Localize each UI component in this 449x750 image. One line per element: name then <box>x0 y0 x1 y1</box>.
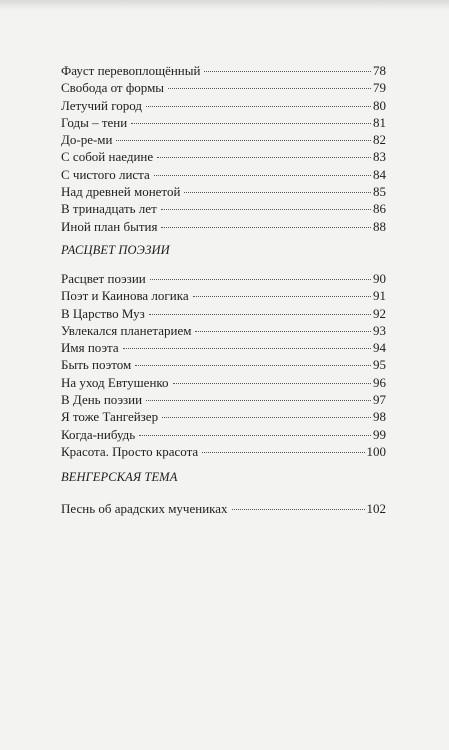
toc-leader-dots <box>168 87 371 89</box>
toc-entry-title: Поэт и Каинова логика <box>61 288 189 304</box>
toc-entry <box>61 408 386 425</box>
toc-leader-dots <box>184 191 371 193</box>
toc-entry <box>61 148 386 165</box>
toc-entry <box>61 305 386 322</box>
toc-group-1 <box>61 62 386 235</box>
toc-entry-title: С чистого листа <box>61 166 150 182</box>
toc-entry-title: В тринадцать лет <box>61 201 157 217</box>
toc-entry-page: 88 <box>373 218 386 234</box>
toc-entry-title: Имя поэта <box>61 340 119 356</box>
toc-entry-title: Красота. Просто красота <box>61 443 199 459</box>
toc-leader-dots <box>135 364 371 366</box>
toc-entry-title: В День поэзии <box>61 392 143 408</box>
toc-entry-title: Быть поэтом <box>61 357 132 373</box>
toc-entry <box>61 339 386 356</box>
toc-entry-page: 97 <box>373 392 386 408</box>
toc-leader-dots <box>232 508 365 510</box>
toc-entry-title: Годы – тени <box>61 114 128 130</box>
toc-entry-title: Фауст перевоплощённый <box>61 63 201 78</box>
toc-entry <box>61 500 386 517</box>
page-top-shadow <box>0 0 449 10</box>
toc-entry-page: 96 <box>373 374 386 390</box>
toc-leader-dots <box>150 278 371 280</box>
toc-entry <box>61 183 386 200</box>
toc-leader-dots <box>146 399 371 401</box>
toc-entry-page: 82 <box>373 132 386 148</box>
toc-group-3 <box>61 500 386 517</box>
toc-entry <box>61 218 386 235</box>
toc-entry-title: Когда-нибудь <box>61 426 136 442</box>
toc-entry-title: Расцвет поэзии <box>61 271 146 286</box>
toc-entry-page: 81 <box>373 114 386 130</box>
toc-leader-dots <box>204 70 371 72</box>
toc-entry-title: С собой наедине <box>61 149 154 165</box>
toc-leader-dots <box>202 451 364 453</box>
toc-entry <box>61 166 386 183</box>
toc-entry-title: Иной план бытия <box>61 218 158 234</box>
toc-leader-dots <box>161 208 371 210</box>
toc-entry <box>61 426 386 443</box>
toc-leader-dots <box>173 382 371 384</box>
toc-entry-page: 98 <box>373 409 386 425</box>
toc-entry-page: 79 <box>373 80 386 96</box>
toc-entry-page: 92 <box>373 305 386 321</box>
toc-entry <box>61 287 386 304</box>
toc-leader-dots <box>123 347 371 349</box>
toc-entry-page: 91 <box>373 288 386 304</box>
toc-entry <box>61 200 386 217</box>
toc-entry-page: 83 <box>373 149 386 165</box>
toc-entry-page: 80 <box>373 97 386 113</box>
toc-entry-title: На уход Евтушенко <box>61 374 169 390</box>
toc-entry-title: Свобода от формы <box>61 80 165 96</box>
toc-entry-page: 99 <box>373 426 386 442</box>
toc-entry-title: Над древней монетой <box>61 184 181 200</box>
toc-entry-page: 85 <box>373 184 386 200</box>
toc-entry-page: 100 <box>366 443 386 459</box>
toc-leader-dots <box>149 313 371 315</box>
section-heading: РАСЦВЕТ ПОЭЗИИ <box>61 243 170 257</box>
toc-entry <box>61 443 386 460</box>
toc-entry <box>61 131 386 148</box>
toc-leader-dots <box>131 122 371 124</box>
toc-entry <box>61 270 386 287</box>
toc-entry <box>61 97 386 114</box>
toc-entry-page: 94 <box>373 340 386 356</box>
toc-entry-title: Песнь об арадских мучениках <box>61 501 228 516</box>
toc-entry-title: Я тоже Тангейзер <box>61 409 159 425</box>
toc-entry-page: 90 <box>373 271 386 286</box>
toc-entry <box>61 322 386 339</box>
toc-entry <box>61 356 386 373</box>
toc-entry <box>61 79 386 96</box>
toc-entry-page: 95 <box>373 357 386 373</box>
toc-leader-dots <box>154 174 371 176</box>
toc-entry <box>61 391 386 408</box>
toc-group-2 <box>61 270 386 460</box>
toc-entry <box>61 374 386 391</box>
toc-leader-dots <box>161 226 371 228</box>
toc-leader-dots <box>116 139 371 141</box>
toc-leader-dots <box>195 330 371 332</box>
toc-entry-page: 84 <box>373 166 386 182</box>
toc-leader-dots <box>162 416 371 418</box>
toc-entry-title: Увлекался планетарием <box>61 322 192 338</box>
toc-entry-title: До-ре-ми <box>61 132 113 148</box>
section-heading: ВЕНГЕРСКАЯ ТЕМА <box>61 470 178 484</box>
toc-entry-title: В Царство Муз <box>61 305 145 321</box>
toc-entry-page: 102 <box>366 501 386 516</box>
toc-entry-page: 86 <box>373 201 386 217</box>
toc-leader-dots <box>157 156 371 158</box>
toc-entry-page: 78 <box>373 63 386 78</box>
toc-entry <box>61 62 386 79</box>
toc-leader-dots <box>193 295 371 297</box>
toc-entry <box>61 114 386 131</box>
toc-leader-dots <box>146 105 371 107</box>
toc-entry-title: Летучий город <box>61 97 142 113</box>
toc-leader-dots <box>139 434 371 436</box>
toc-entry-page: 93 <box>373 322 386 338</box>
